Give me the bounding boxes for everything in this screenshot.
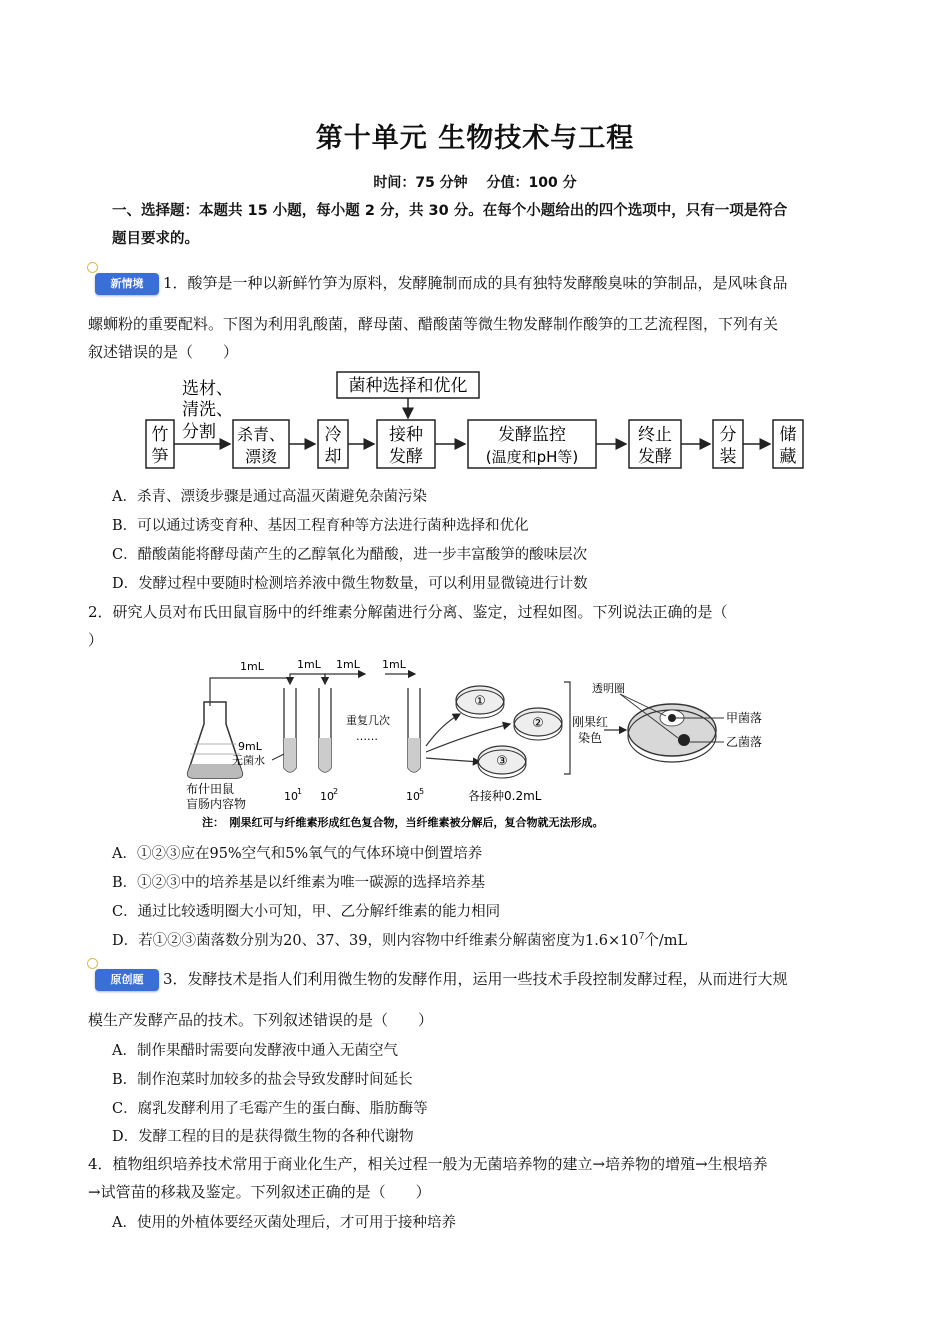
svg-text:却: 却 [324, 447, 342, 467]
q3-option-c[interactable]: C．腐乳发酵利用了毛霉产生的蛋白酶、脂肪酶等 [112, 1101, 428, 1117]
section-heading-line1: 一、选择题：本题共 15 小题，每小题 2 分，共 30 分。在每个小题给出的四个选项中，只有一项是符合 [112, 203, 788, 219]
svg-text:刚果红: 刚果红 [572, 715, 609, 729]
svg-text:储: 储 [779, 425, 797, 445]
q1-flow-diagram [130, 368, 820, 476]
svg-text:布什田鼠: 布什田鼠 [186, 782, 235, 796]
flow-top-label: 菌种选择和优化 [348, 376, 468, 396]
svg-text:竹: 竹 [151, 425, 169, 445]
svg-text:漂烫: 漂烫 [244, 447, 278, 466]
svg-text:无菌水: 无菌水 [232, 754, 265, 767]
section-heading [112, 197, 872, 253]
flow-side-label-3: 分割 [182, 422, 216, 442]
figure-note: 注： 刚果红可与纤维素形成红色复合物，当纤维素被分解后，复合物就无法形成。 [202, 816, 604, 829]
badge-ring-icon [87, 262, 98, 273]
badge-new-context: 新情境 [95, 273, 159, 295]
svg-text:发酵监控: 发酵监控 [498, 425, 566, 445]
q1-option-c[interactable]: C．醋酸菌能将酵母菌产生的乙醇氧化为醋酸，进一步丰富酸笋的酸味层次 [112, 547, 588, 563]
flow-side-label-1: 选材、 [182, 379, 233, 399]
svg-text:1: 1 [297, 787, 303, 796]
q1-stem-line2: 螺蛳粉的重要配料。下图为利用乳酸菌，酵母菌、醋酸菌等微生物发酵制作酸笋的工艺流程图，下列有关 [88, 315, 779, 333]
q3-stem-line2: 模生产发酵产品的技术。下列叙述错误的是（ ） [88, 1011, 434, 1029]
svg-text:9mL: 9mL [238, 740, 262, 753]
svg-text:接种: 接种 [389, 425, 423, 445]
svg-text:1mL: 1mL [240, 660, 264, 673]
page-title: 第十单元 生物技术与工程 [315, 123, 635, 154]
svg-text:③: ③ [496, 754, 508, 769]
svg-text:杀青、: 杀青、 [236, 425, 286, 444]
svg-text:1mL: 1mL [336, 658, 360, 671]
svg-text:2: 2 [333, 787, 339, 796]
q1-stem-line1: 1．酸笋是一种以新鲜竹笋为原料，发酵腌制而成的具有独特发酵酸臭味的笋制品，是风味食品 [163, 274, 788, 292]
q2-stem-line1: 2．研究人员对布氏田鼠盲肠中的纤维素分解菌进行分离、鉴定，过程如图。下列说法正确的是（ [88, 603, 728, 621]
q3-option-d[interactable]: D．发酵工程的目的是获得微生物的各种代谢物 [112, 1129, 414, 1145]
q3-option-b[interactable]: B．制作泡菜时加较多的盐会导致发酵时间延长 [112, 1072, 413, 1088]
colony-a [668, 714, 676, 722]
svg-text:冷: 冷 [324, 425, 342, 445]
q2-option-a[interactable]: A．①②③应在95%空气和5%氧气的气体环境中倒置培养 [112, 846, 483, 862]
q2-stem-line2: ） [88, 631, 104, 649]
svg-text:乙菌落: 乙菌落 [726, 735, 763, 749]
svg-text:10: 10 [320, 790, 334, 803]
colony-b [678, 734, 690, 746]
svg-text:①: ① [474, 694, 486, 709]
q2-option-c[interactable]: C．通过比较透明圈大小可知，甲、乙分解纤维素的能力相同 [112, 904, 501, 920]
svg-text:发酵: 发酵 [389, 447, 423, 467]
section-heading-line2: 题目要求的。 [112, 231, 199, 247]
svg-text:……: …… [356, 730, 378, 743]
svg-text:发酵: 发酵 [638, 447, 672, 467]
svg-text:笋: 笋 [151, 447, 169, 467]
svg-text:分: 分 [719, 425, 737, 445]
svg-text:1mL: 1mL [382, 658, 406, 671]
svg-text:(温度和pH等): (温度和pH等) [485, 448, 579, 466]
q1-stem-line3: 叙述错误的是（ ） [88, 343, 239, 361]
svg-text:终止: 终止 [638, 425, 672, 445]
q1-option-d[interactable]: D．发酵过程中要随时检测培养液中微生物数量，可以利用显微镜进行计数 [112, 576, 588, 592]
q2-option-b[interactable]: B．①②③中的培养基是以纤维素为唯一碳源的选择培养基 [112, 875, 486, 891]
svg-text:5: 5 [419, 787, 425, 796]
svg-text:盲肠内容物: 盲肠内容物 [186, 797, 247, 811]
q1-option-a[interactable]: A．杀青、漂烫步骤是通过高温灭菌避免杂菌污染 [112, 489, 427, 505]
svg-text:装: 装 [719, 447, 737, 467]
svg-text:透明圈: 透明圈 [592, 682, 625, 695]
q3-stem-line1: 3．发酵技术是指人们利用微生物的发酵作用，运用一些技术手段控制发酵过程，从而进行大规 [163, 970, 788, 988]
svg-text:②: ② [532, 716, 544, 731]
q2-option-d[interactable]: D．若①②③菌落数分别为20、37、39，则内容物中纤维素分解菌密度为$1.6\times 10^7$个/mL [112, 932, 688, 949]
q4-stem-line2: →试管苗的移栽及鉴定。下列叙述正确的是（ ） [88, 1183, 431, 1201]
svg-text:染色: 染色 [578, 731, 603, 745]
exam-meta: 时间：75 分钟 分值：100 分 [373, 175, 577, 191]
q3-option-a[interactable]: A．制作果醋时需要向发酵液中通入无菌空气 [112, 1043, 398, 1059]
q4-option-a[interactable]: A．使用的外植体要经灭菌处理后，才可用于接种培养 [112, 1215, 456, 1231]
q2-experiment-diagram [180, 654, 780, 834]
svg-text:1mL: 1mL [297, 658, 321, 671]
badge-ring-icon-2 [87, 958, 98, 969]
svg-text:10: 10 [284, 790, 298, 803]
svg-text:10: 10 [406, 790, 420, 803]
svg-text:藏: 藏 [779, 447, 797, 467]
svg-text:重复几次: 重复几次 [346, 714, 390, 727]
svg-text:各接种0.2mL: 各接种0.2mL [468, 789, 542, 803]
q4-stem-line1: 4．植物组织培养技术常用于商业化生产，相关过程一般为无菌培养物的建立→培养物的增殖→生根培养 [88, 1155, 768, 1173]
flow-side-label-2: 清洗、 [182, 400, 233, 420]
badge-original: 原创题 [95, 969, 159, 991]
q1-option-b[interactable]: B．可以通过诱变育种、基因工程育种等方法进行菌种选择和优化 [112, 518, 529, 534]
svg-text:甲菌落: 甲菌落 [726, 711, 763, 725]
